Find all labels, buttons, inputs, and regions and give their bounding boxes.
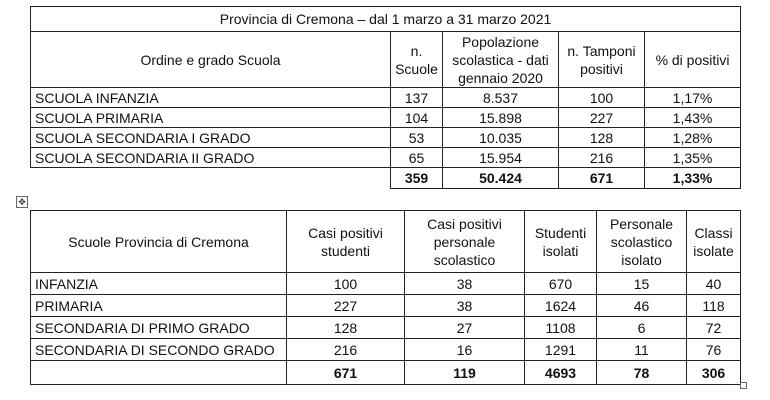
- cell-personale-isolato: 11: [597, 339, 687, 361]
- header-popolazione: Popolazione scolastica - dati gennaio 2020: [443, 32, 559, 88]
- row-label: SCUOLA SECONDARIA I GRADO: [31, 128, 391, 148]
- table-row: [31, 295, 741, 317]
- header-casi-personale: Casi positivi personale scolastico: [405, 211, 525, 273]
- cell-tamponi: 227: [559, 108, 645, 128]
- cell-popolazione: 8.537: [443, 88, 559, 108]
- cell-popolazione: 15.954: [443, 148, 559, 168]
- cell-casi-studenti: 227: [287, 295, 405, 317]
- cell-studenti-isolati: 1108: [525, 317, 597, 339]
- cell-scuole: 137: [391, 88, 443, 108]
- total-perc: 1,33%: [645, 168, 741, 189]
- header-classi-isolate: Classi isolate: [687, 211, 741, 273]
- cell-scuole: 104: [391, 108, 443, 128]
- total-popolazione: 50.424: [443, 168, 559, 189]
- header-scuole: Scuole Provincia di Cremona: [31, 211, 287, 273]
- header-personale-isolato: Personale scolastico isolato: [597, 211, 687, 273]
- total-classi-isolate: 306: [687, 361, 741, 385]
- cell-popolazione: 15.898: [443, 108, 559, 128]
- total-casi-personale: 119: [405, 361, 525, 385]
- row-label: SECONDARIA DI SECONDO GRADO: [31, 339, 287, 361]
- table-row: [31, 108, 741, 128]
- cell-casi-studenti: 128: [287, 317, 405, 339]
- cell-popolazione: 10.035: [443, 128, 559, 148]
- table-schools-positives: [30, 6, 741, 189]
- total-casi-studenti: 671: [287, 361, 405, 385]
- cell-personale-isolato: 15: [597, 273, 687, 295]
- row-label: SECONDARIA DI PRIMO GRADO: [31, 317, 287, 339]
- cell-perc: 1,43%: [645, 108, 741, 128]
- total-studenti-isolati: 4693: [525, 361, 597, 385]
- header-tamponi: n. Tamponi positivi: [559, 32, 645, 88]
- row-label: SCUOLA SECONDARIA II GRADO: [31, 148, 391, 168]
- cell-tamponi: 216: [559, 148, 645, 168]
- cell-tamponi: 100: [559, 88, 645, 108]
- cell-personale-isolato: 46: [597, 295, 687, 317]
- cell-casi-studenti: 100: [287, 273, 405, 295]
- cell-casi-personale: 16: [405, 339, 525, 361]
- total-scuole: 359: [391, 168, 443, 189]
- cell-personale-isolato: 6: [597, 317, 687, 339]
- header-studenti-isolati: Studenti isolati: [525, 211, 597, 273]
- table-cases-isolation: [30, 210, 741, 385]
- cell-scuole: 65: [391, 148, 443, 168]
- totals-row: [31, 361, 741, 385]
- cell-classi-isolate: 40: [687, 273, 741, 295]
- totals-blank: [31, 361, 287, 385]
- cell-casi-personale: 38: [405, 295, 525, 317]
- cell-perc: 1,28%: [645, 128, 741, 148]
- cell-classi-isolate: 72: [687, 317, 741, 339]
- cell-studenti-isolati: 1291: [525, 339, 597, 361]
- table-row: [31, 317, 741, 339]
- totals-blank: [31, 168, 391, 189]
- header-ordine: Ordine e grado Scuola: [31, 32, 391, 88]
- total-personale-isolato: 78: [597, 361, 687, 385]
- cell-classi-isolate: 76: [687, 339, 741, 361]
- cell-casi-personale: 27: [405, 317, 525, 339]
- cell-classi-isolate: 118: [687, 295, 741, 317]
- move-icon[interactable]: ✥: [16, 196, 28, 208]
- cell-casi-personale: 38: [405, 273, 525, 295]
- cell-studenti-isolati: 670: [525, 273, 597, 295]
- table-row: [31, 88, 741, 108]
- table-row: [31, 339, 741, 361]
- table-row: [31, 273, 741, 295]
- table-row: [31, 128, 741, 148]
- table-title: Provincia di Cremona – dal 1 marzo a 31 marzo 2021: [31, 7, 741, 32]
- header-perc: % di positivi: [645, 32, 741, 88]
- cell-scuole: 53: [391, 128, 443, 148]
- cell-perc: 1,35%: [645, 148, 741, 168]
- row-label: PRIMARIA: [31, 295, 287, 317]
- table-row: [31, 148, 741, 168]
- total-tamponi: 671: [559, 168, 645, 189]
- row-label: SCUOLA PRIMARIA: [31, 108, 391, 128]
- cell-tamponi: 128: [559, 128, 645, 148]
- totals-row: [31, 168, 741, 189]
- cell-studenti-isolati: 1624: [525, 295, 597, 317]
- header-casi-studenti: Casi positivi studenti: [287, 211, 405, 273]
- row-label: INFANZIA: [31, 273, 287, 295]
- row-label: SCUOLA INFANZIA: [31, 88, 391, 108]
- cell-perc: 1,17%: [645, 88, 741, 108]
- header-n-scuole: n. Scuole: [391, 32, 443, 88]
- resize-icon[interactable]: [740, 382, 747, 389]
- cell-casi-studenti: 216: [287, 339, 405, 361]
